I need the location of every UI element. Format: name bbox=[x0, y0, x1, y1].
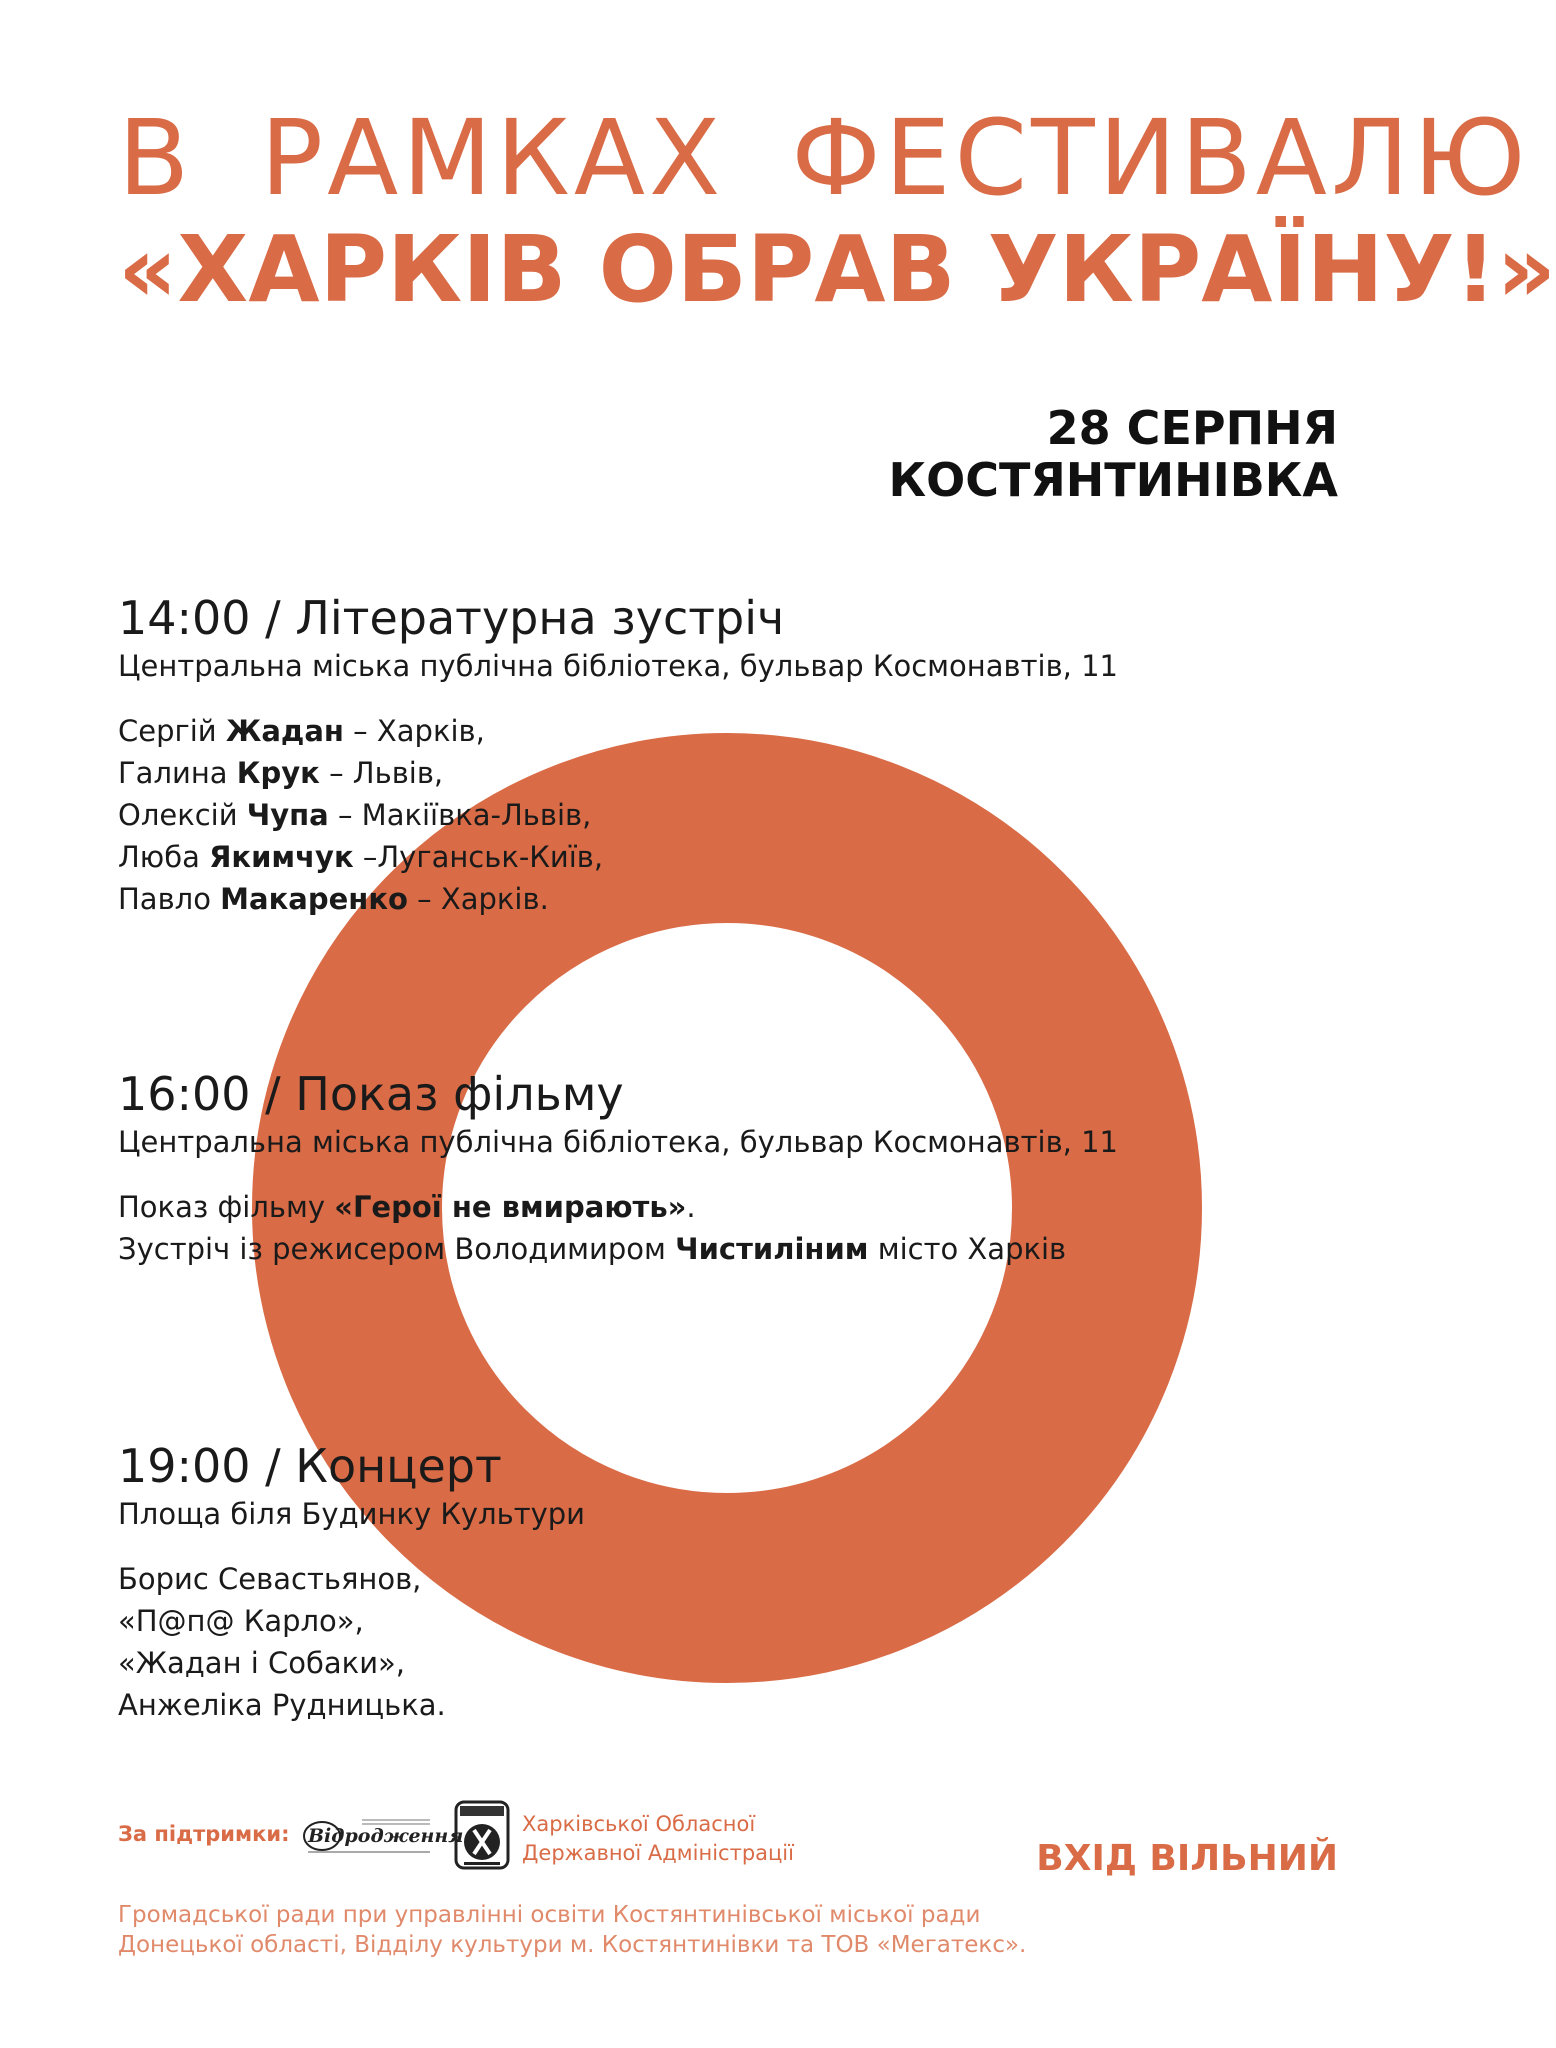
list-item: Анжеліка Рудницька. bbox=[118, 1688, 446, 1722]
festival-title-line2: «ХАРКІВ ОБРАВ УКРАЇНУ!» bbox=[118, 216, 1556, 323]
section-heading: 16:00 / Показ фільму bbox=[118, 1067, 624, 1121]
performers-list bbox=[118, 1558, 585, 1726]
section-venue: Центральна міська публічна бібліотека, бульвар Космонавтів, 11 bbox=[118, 1125, 1119, 1159]
section-venue: Центральна міська публічна бібліотека, бульвар Космонавтів, 11 bbox=[118, 649, 1119, 683]
list-item: Галина Крук – Львів, bbox=[118, 756, 444, 790]
participants-list bbox=[118, 710, 1118, 920]
regional-administration-emblem-icon bbox=[452, 1798, 512, 1872]
list-item: «П@п@ Карло», bbox=[118, 1604, 364, 1638]
list-item: Люба Якимчук –Луганськ-Київ, bbox=[118, 840, 604, 874]
list-item: Борис Севастьянов, bbox=[118, 1562, 422, 1596]
support-label: За підтримки: bbox=[118, 1822, 290, 1846]
program-section-literary-meeting bbox=[118, 590, 1118, 920]
program-section-film-screening bbox=[118, 1066, 1118, 1270]
svg-text:Відродження: Відродження bbox=[308, 1825, 464, 1847]
list-item: Показ фільму «Герої не вмирають». bbox=[118, 1190, 696, 1224]
section-heading: 14:00 / Літературна зустріч bbox=[118, 591, 785, 645]
regional-administration-name: Харківської Обласної Державної Адміністрації bbox=[522, 1812, 794, 1865]
event-city: КОСТЯНТИНІВКА bbox=[888, 453, 1338, 507]
program-section-concert bbox=[118, 1438, 585, 1726]
section-heading: 19:00 / Концерт bbox=[118, 1439, 502, 1493]
list-item: «Жадан і Собаки», bbox=[118, 1646, 405, 1680]
festival-title-line1: В РАМКАХ ФЕСТИВАЛЮ bbox=[118, 97, 1530, 219]
event-date: 28 СЕРПНЯ bbox=[1046, 401, 1338, 455]
free-entry-label: ВХІД ВІЛЬНИЙ bbox=[1036, 1838, 1338, 1879]
partners-note: Громадської ради при управлінні освіти Костянтинівської міської ради Донецької області, Відділу культури м. Костянтинівки та ТОВ «Мегатекс». bbox=[118, 1902, 1027, 1958]
list-item: Олексій Чупа – Макіївка-Львів, bbox=[118, 798, 592, 832]
film-details bbox=[118, 1186, 1118, 1270]
event-date-block bbox=[888, 402, 1338, 506]
section-venue: Площа біля Будинку Культури bbox=[118, 1497, 586, 1531]
list-item: Павло Макаренко – Харків. bbox=[118, 882, 549, 916]
list-item: Сергій Жадан – Харків, bbox=[118, 714, 485, 748]
vidrodzhennia-foundation-logo bbox=[292, 1808, 464, 1864]
list-item: Зустріч із режисером Володимиром Чистиліним місто Харків bbox=[118, 1232, 1067, 1266]
